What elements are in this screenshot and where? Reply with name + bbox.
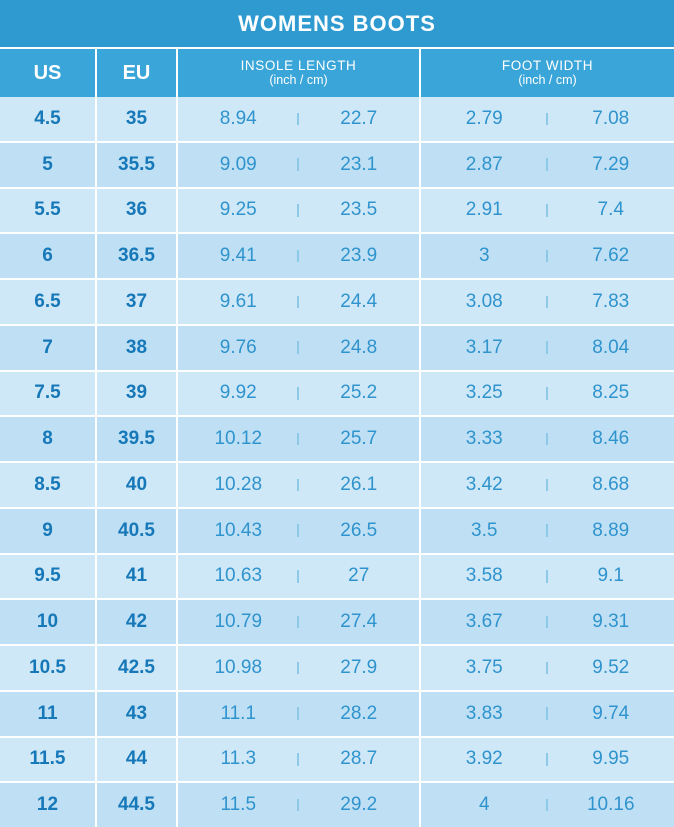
cell-insole-inch: 10.28: [178, 474, 299, 496]
cell-insole-cm: 25.7: [340, 428, 378, 450]
cell-insole-inch: 11.3: [178, 748, 299, 770]
cell-us-size: 11: [0, 692, 97, 736]
cell-width-cm: 10.16: [586, 794, 635, 816]
cell-insole-inch: 9.25: [178, 199, 299, 221]
cell-insole-inch: 10.43: [178, 520, 299, 542]
cell-us-size: 9: [0, 509, 97, 553]
table-row: [0, 600, 674, 646]
table-row: [0, 509, 674, 555]
cell-insole-length: [178, 417, 421, 461]
cell-us-size: 9.5: [0, 555, 97, 599]
table-row: [0, 555, 674, 601]
cell-insole-length: [178, 97, 421, 141]
cell-width-cm: 8.04: [592, 336, 630, 358]
cell-us-size: 4.5: [0, 97, 97, 141]
cell-width-cm: 9.74: [592, 702, 630, 724]
cell-eu-size: 35: [97, 97, 178, 141]
cell-insole-cm: 23.9: [340, 245, 378, 267]
cell-insole-length: [178, 509, 421, 553]
table-row: [0, 463, 674, 509]
cell-us-size: 5.5: [0, 189, 97, 233]
cell-eu-size: 40.5: [97, 509, 178, 553]
cell-insole-inch: 10.12: [178, 428, 299, 450]
header-insole-length: [178, 49, 421, 97]
cell-us-size: 11.5: [0, 738, 97, 782]
cell-eu-size: 42.5: [97, 646, 178, 690]
cell-insole-length: [178, 692, 421, 736]
cell-foot-width: [421, 372, 674, 416]
cell-insole-inch: 9.76: [178, 337, 299, 359]
cell-us-size: 10.5: [0, 646, 97, 690]
cell-foot-width: [421, 509, 674, 553]
cell-insole-length: [178, 600, 421, 644]
cell-insole-length: [178, 783, 421, 827]
table-row: [0, 738, 674, 784]
cell-insole-cm: 27.9: [340, 656, 378, 678]
cell-width-cm: 8.68: [592, 473, 630, 495]
cell-foot-width: [421, 692, 674, 736]
cell-eu-size: 44: [97, 738, 178, 782]
cell-insole-length: [178, 646, 421, 690]
cell-foot-width: [421, 234, 674, 278]
header-width-sub: (inch / cm): [518, 73, 577, 87]
cell-insole-inch: 9.61: [178, 291, 299, 313]
cell-width-cm: 7.62: [592, 245, 630, 267]
cell-width-cm: 9.31: [592, 611, 630, 633]
table-header-row: [0, 49, 674, 97]
cell-insole-inch: 9.41: [178, 245, 299, 267]
cell-insole-length: [178, 463, 421, 507]
cell-us-size: 8: [0, 417, 97, 461]
cell-insole-inch: 10.79: [178, 611, 299, 633]
cell-insole-length: [178, 326, 421, 370]
cell-foot-width: [421, 417, 674, 461]
cell-width-inch: 3: [421, 245, 548, 267]
table-row: [0, 326, 674, 372]
table-row: [0, 143, 674, 189]
table-row: [0, 692, 674, 738]
cell-eu-size: 44.5: [97, 783, 178, 827]
cell-insole-cm: 28.2: [340, 702, 378, 724]
cell-eu-size: 41: [97, 555, 178, 599]
cell-foot-width: [421, 143, 674, 187]
cell-eu-size: 36: [97, 189, 178, 233]
header-eu: [97, 49, 178, 97]
cell-us-size: 12: [0, 783, 97, 827]
cell-insole-cm: 24.8: [340, 336, 378, 358]
cell-width-cm: 8.46: [592, 428, 630, 450]
header-us: [0, 49, 97, 97]
cell-width-inch: 3.17: [421, 337, 548, 359]
cell-us-size: 7: [0, 326, 97, 370]
cell-insole-length: [178, 143, 421, 187]
header-insole-main: INSOLE LENGTH: [240, 58, 357, 73]
cell-eu-size: 37: [97, 280, 178, 324]
cell-width-cm: 7.29: [592, 153, 630, 175]
table-row: [0, 783, 674, 827]
table-row: [0, 97, 674, 143]
chart-title: WOMENS BOOTS: [0, 0, 674, 49]
header-eu-label: EU: [122, 61, 151, 84]
cell-width-inch: 3.92: [421, 748, 548, 770]
cell-foot-width: [421, 326, 674, 370]
cell-width-inch: 3.5: [421, 520, 548, 542]
cell-insole-length: [178, 189, 421, 233]
cell-insole-length: [178, 234, 421, 278]
cell-width-inch: 2.87: [421, 154, 548, 176]
cell-width-cm: 9.52: [592, 656, 630, 678]
cell-insole-cm: 27: [348, 565, 370, 587]
cell-foot-width: [421, 463, 674, 507]
cell-insole-length: [178, 738, 421, 782]
cell-width-cm: 7.4: [597, 199, 624, 221]
cell-eu-size: 38: [97, 326, 178, 370]
cell-eu-size: 36.5: [97, 234, 178, 278]
cell-width-inch: 3.33: [421, 428, 548, 450]
cell-insole-inch: 9.92: [178, 382, 299, 404]
cell-insole-length: [178, 555, 421, 599]
header-insole-sub: (inch / cm): [269, 73, 328, 87]
cell-width-cm: 9.95: [592, 748, 630, 770]
table-row: [0, 646, 674, 692]
cell-us-size: 7.5: [0, 372, 97, 416]
cell-us-size: 5: [0, 143, 97, 187]
cell-foot-width: [421, 783, 674, 827]
cell-eu-size: 39.5: [97, 417, 178, 461]
cell-eu-size: 42: [97, 600, 178, 644]
cell-us-size: 6.5: [0, 280, 97, 324]
cell-foot-width: [421, 97, 674, 141]
header-width-main: FOOT WIDTH: [501, 58, 594, 73]
cell-width-inch: 3.25: [421, 382, 548, 404]
cell-eu-size: 43: [97, 692, 178, 736]
cell-insole-length: [178, 280, 421, 324]
cell-insole-cm: 26.5: [340, 519, 378, 541]
cell-width-inch: 2.91: [421, 199, 548, 221]
cell-insole-length: [178, 372, 421, 416]
cell-width-cm: 7.83: [592, 290, 630, 312]
cell-width-inch: 3.83: [421, 703, 548, 725]
cell-eu-size: 40: [97, 463, 178, 507]
cell-insole-inch: 9.09: [178, 154, 299, 176]
table-row: [0, 372, 674, 418]
cell-foot-width: [421, 600, 674, 644]
cell-insole-cm: 22.7: [340, 107, 378, 129]
cell-us-size: 6: [0, 234, 97, 278]
cell-width-inch: 4: [421, 794, 548, 816]
cell-width-inch: 3.75: [421, 657, 548, 679]
cell-width-inch: 3.58: [421, 565, 548, 587]
cell-foot-width: [421, 555, 674, 599]
cell-foot-width: [421, 738, 674, 782]
cell-insole-inch: 10.98: [178, 657, 299, 679]
cell-foot-width: [421, 280, 674, 324]
cell-width-inch: 3.42: [421, 474, 548, 496]
cell-width-cm: 9.1: [597, 565, 624, 587]
cell-width-inch: 2.79: [421, 108, 548, 130]
cell-width-cm: 8.25: [592, 382, 630, 404]
cell-eu-size: 39: [97, 372, 178, 416]
cell-insole-cm: 29.2: [340, 794, 378, 816]
cell-insole-cm: 28.7: [340, 748, 378, 770]
table-row: [0, 280, 674, 326]
table-body: [0, 97, 674, 827]
cell-insole-cm: 23.5: [340, 199, 378, 221]
cell-eu-size: 35.5: [97, 143, 178, 187]
cell-foot-width: [421, 646, 674, 690]
cell-insole-cm: 23.1: [340, 153, 378, 175]
cell-insole-cm: 24.4: [340, 290, 378, 312]
cell-insole-cm: 26.1: [340, 473, 378, 495]
cell-insole-cm: 25.2: [340, 382, 378, 404]
cell-insole-cm: 27.4: [340, 611, 378, 633]
table-row: [0, 189, 674, 235]
cell-insole-inch: 10.63: [178, 565, 299, 587]
cell-width-cm: 7.08: [592, 107, 630, 129]
cell-us-size: 10: [0, 600, 97, 644]
header-foot-width: [421, 49, 674, 97]
table-row: [0, 234, 674, 280]
cell-width-cm: 8.89: [592, 519, 630, 541]
cell-insole-inch: 11.1: [178, 703, 299, 725]
header-us-label: US: [33, 61, 62, 84]
cell-width-inch: 3.67: [421, 611, 548, 633]
cell-width-inch: 3.08: [421, 291, 548, 313]
cell-us-size: 8.5: [0, 463, 97, 507]
cell-foot-width: [421, 189, 674, 233]
cell-insole-inch: 11.5: [178, 794, 299, 816]
table-row: [0, 417, 674, 463]
cell-insole-inch: 8.94: [178, 108, 299, 130]
